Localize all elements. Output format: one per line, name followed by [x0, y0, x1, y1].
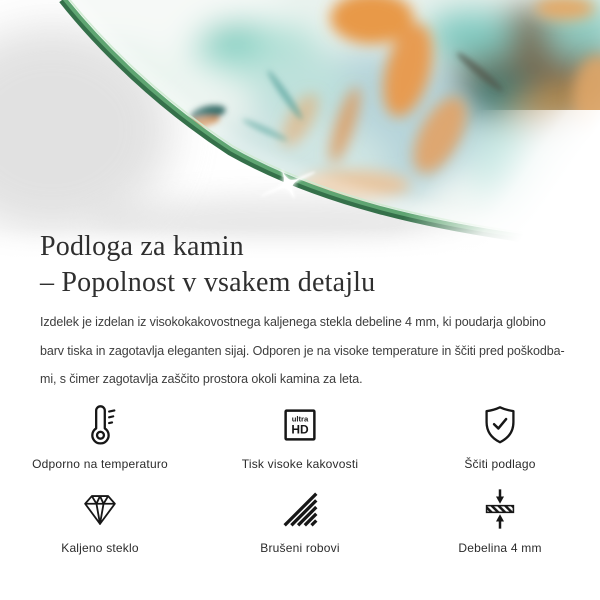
page-title-line2: – Popolnost v vsakem detajlu: [40, 267, 376, 298]
description-line: barv tiska in zagotavlja eleganten sijaj. Odporen je na visoke temperature in ščiti pred poškodba-: [40, 343, 565, 358]
features-grid: [0, 400, 600, 556]
feature-label: Odporno na temperaturo: [32, 457, 168, 471]
feature-thickness: [400, 484, 600, 556]
shield-check-icon: [477, 402, 523, 448]
feature-label: Tisk visoke kakovosti: [241, 457, 359, 471]
feature-temperature: [0, 400, 200, 472]
thermometer-icon: [77, 402, 123, 448]
ultra-hd-icon-text-bottom: HD: [291, 422, 309, 437]
feature-label: Ščiti podlago: [464, 457, 536, 471]
ultra-hd-icon: [277, 402, 323, 448]
feature-tempered-glass: [0, 484, 200, 556]
brushed-edges-icon: [277, 486, 323, 532]
page-title: [40, 229, 588, 301]
ultra-hd-icon-text-top: ultra: [291, 414, 309, 424]
page-title-line1: Podloga za kamin: [40, 231, 244, 262]
feature-polished-edges: [200, 484, 400, 556]
feature-label: Debelina 4 mm: [458, 541, 542, 555]
description-line: mi, s čimer zagotavlja zaščito prostora okoli kamina za leta.: [40, 372, 363, 386]
feature-label: Kaljeno steklo: [61, 541, 139, 555]
feature-protection: [400, 400, 600, 472]
description-line: Izdelek je izdelan iz visokokakovostnega kaljenega stekla debeline 4 mm, ki poudarja globino: [40, 315, 546, 329]
diamond-icon: [77, 486, 123, 532]
thickness-icon: [477, 486, 523, 532]
product-description: [40, 308, 588, 394]
feature-label: Brušeni robovi: [260, 541, 340, 555]
product-intro: [40, 229, 588, 394]
feature-print-quality: [200, 400, 400, 472]
